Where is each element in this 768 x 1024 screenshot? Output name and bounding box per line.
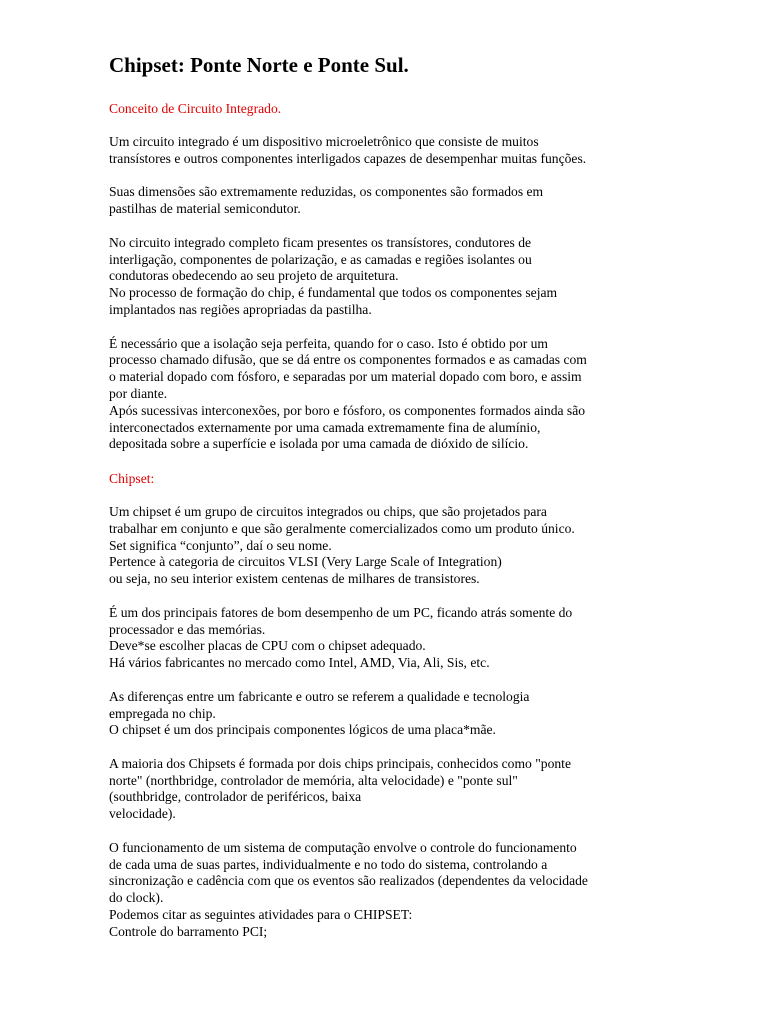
text-line: norte" (northbridge, controlador de memória, alta velocidade) e "ponte sul" — [109, 772, 518, 788]
text-line: pastilhas de material semicondutor. — [109, 201, 301, 217]
text-line: Pertence à categoria de circuitos VLSI (Very Large Scale of Integration) — [109, 554, 502, 570]
text-line: Podemos citar as seguintes atividades para o CHIPSET: — [109, 907, 413, 923]
text-line: empregada no chip. — [109, 705, 216, 721]
text-line: do clock). — [109, 890, 164, 906]
text-line: O chipset é um dos principais componentes lógicos de uma placa*mãe. — [109, 722, 496, 738]
text-line: A maioria dos Chipsets é formada por dois chips principais, conhecidos como "ponte — [109, 755, 571, 771]
paragraph-1 — [109, 134, 709, 168]
text-line: transístores e outros componentes interligados capazes de desempenhar muitas funções. — [109, 150, 587, 166]
paragraph-2 — [109, 184, 709, 218]
section-heading-chipset: Chipset: — [109, 470, 155, 486]
text-line: Deve*se escolher placas de CPU com o chipset adequado. — [109, 638, 426, 654]
text-line: o material dopado com fósforo, e separadas por um material dopado com boro, e assim — [109, 369, 582, 385]
text-line: (southbridge, controlador de periféricos, baixa — [109, 789, 362, 805]
text-line: de cada uma de suas partes, individualmente e no todo do sistema, controlando a — [109, 856, 548, 872]
paragraph-8 — [109, 756, 709, 823]
document-title: Chipset: Ponte Norte e Ponte Sul. — [109, 53, 409, 77]
text-line: Após sucessivas interconexões, por boro e fósforo, os componentes formados ainda são — [109, 402, 586, 418]
text-line: implantados nas regiões apropriadas da pastilha. — [109, 301, 372, 317]
text-line: Um circuito integrado é um dispositivo microeletrônico que consiste de muitos — [109, 134, 539, 149]
paragraph-9 — [109, 840, 709, 941]
paragraph-6 — [109, 605, 709, 672]
text-line: processo chamado difusão, que se dá entre os componentes formados e as camadas com — [109, 352, 587, 368]
text-line: ou seja, no seu interior existem centenas de milhares de transistores. — [109, 571, 480, 587]
text-line: por diante. — [109, 385, 168, 401]
document-page — [109, 52, 709, 957]
text-line: Suas dimensões são extremamente reduzidas, os componentes são formados em — [109, 184, 544, 200]
text-line: As diferenças entre um fabricante e outro se referem a qualidade e tecnologia — [109, 688, 530, 704]
text-line: O funcionamento de um sistema de computação envolve o controle do funcionamento — [109, 839, 577, 855]
text-line: No processo de formação do chip, é fundamental que todos os componentes sejam — [109, 285, 558, 301]
paragraph-7 — [109, 689, 709, 739]
paragraph-5 — [109, 504, 709, 588]
text-line: interconectados externamente por uma camada extremamente fina de alumínio, — [109, 419, 541, 435]
text-line: interligação, componentes de polarização, e as camadas e regiões isolantes ou — [109, 251, 532, 267]
text-line: depositada sobre a superfície e isolada por uma camada de dióxido de silício. — [109, 436, 529, 452]
paragraph-3 — [109, 235, 709, 319]
text-line: condutoras obedecendo ao seu projeto de arquitetura. — [109, 268, 399, 284]
text-line: Há vários fabricantes no mercado como Intel, AMD, Via, Ali, Sis, etc. — [109, 655, 490, 671]
text-line: No circuito integrado completo ficam presentes os transístores, condutores de — [109, 234, 532, 250]
text-line: trabalhar em conjunto e que são geralmente comercializados como um produto único. — [109, 520, 575, 536]
text-line: É um dos principais fatores de bom desempenho de um PC, ficando atrás somente do — [109, 604, 573, 620]
text-line: Set significa “conjunto”, daí o seu nome. — [109, 537, 332, 553]
text-line: Controle do barramento PCI; — [109, 923, 268, 939]
text-line: É necessário que a isolação seja perfeita, quando for o caso. Isto é obtido por um — [109, 335, 549, 351]
text-line: Um chipset é um grupo de circuitos integrados ou chips, que são projetados para — [109, 503, 547, 519]
paragraph-4 — [109, 336, 709, 454]
text-line: processador e das memórias. — [109, 621, 266, 637]
text-line: velocidade). — [109, 806, 176, 822]
section-heading-circuito: Conceito de Circuito Integrado. — [109, 101, 282, 116]
text-line: sincronização e cadência com que os eventos são realizados (dependentes da velocidade — [109, 873, 588, 889]
